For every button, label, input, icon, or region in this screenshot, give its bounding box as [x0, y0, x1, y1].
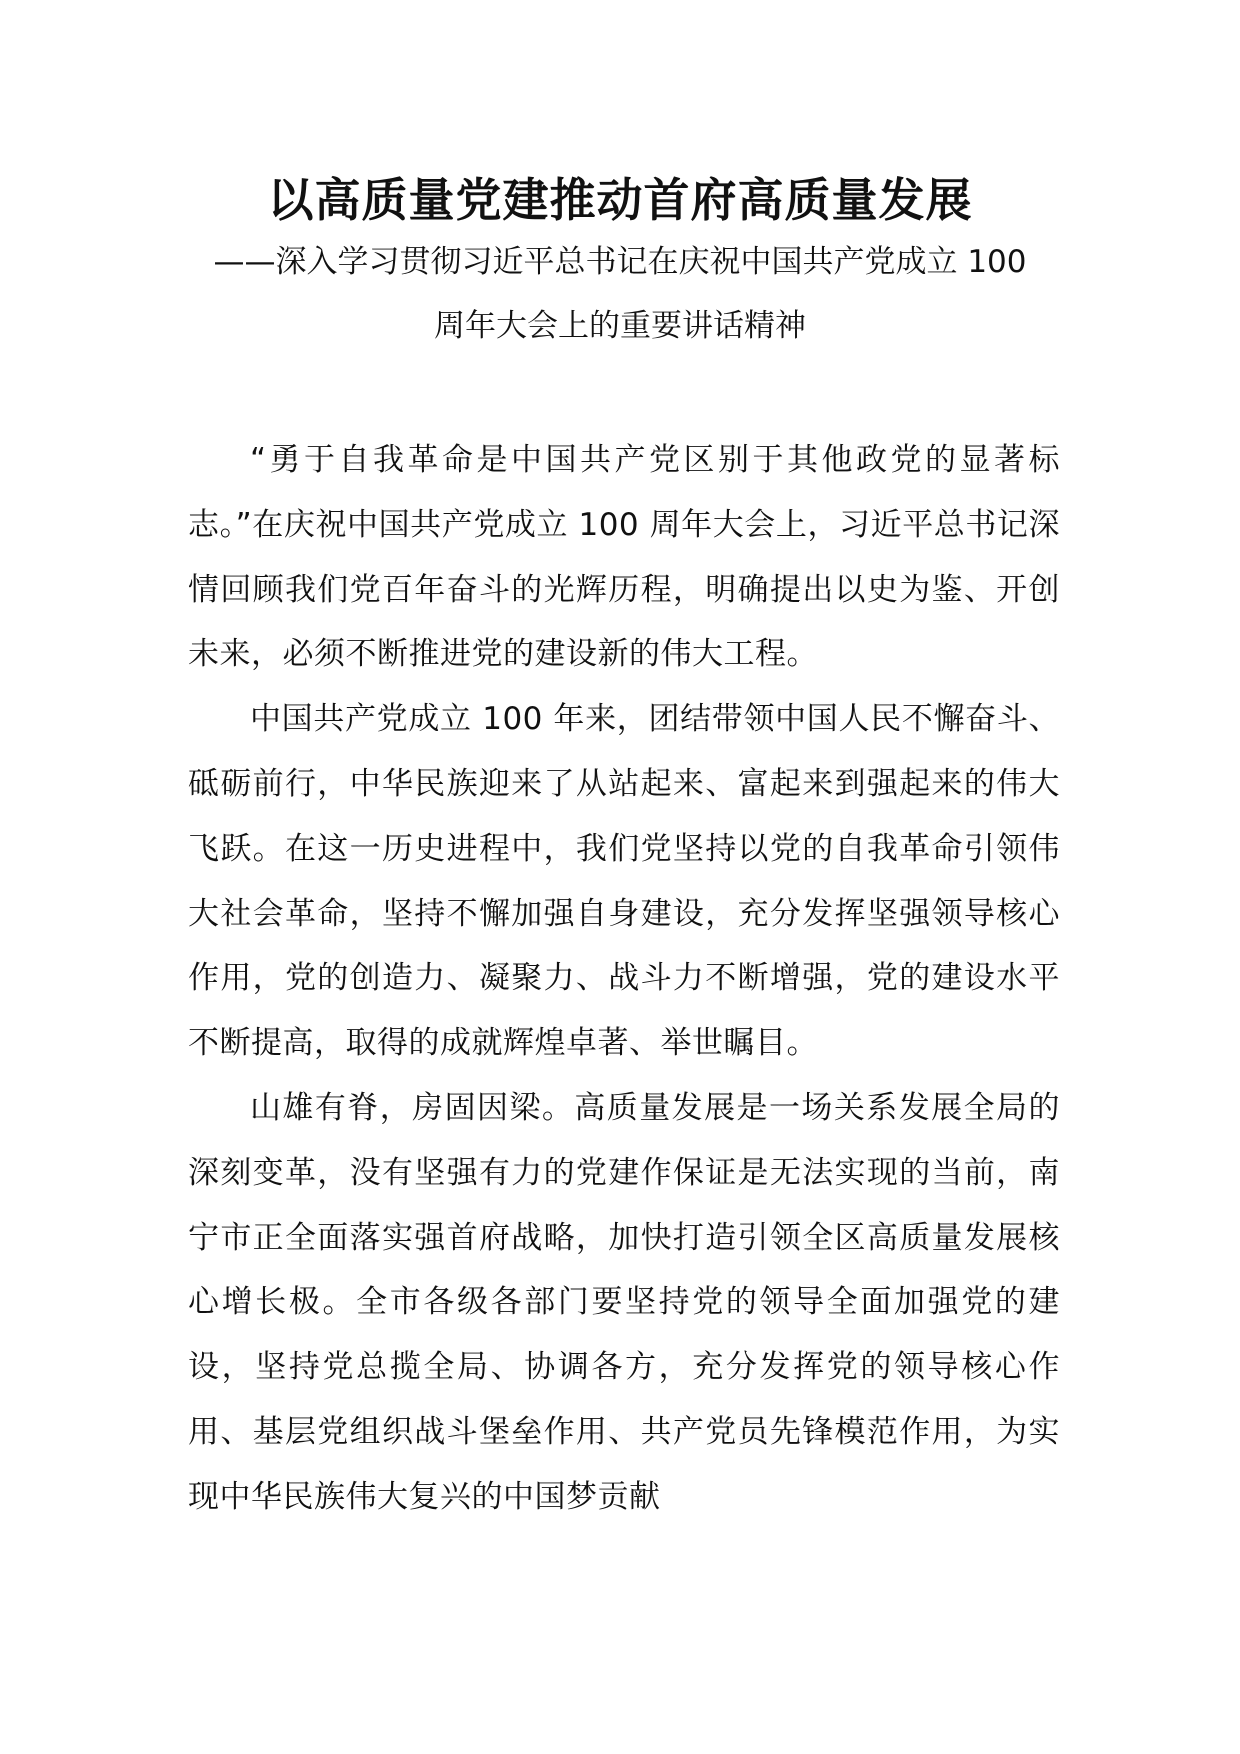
body-paragraph-1: “勇于自我革命是中国共产党区别于其他政党的显著标志。”在庆祝中国共产党成立 100 周年大会上，习近平总书记深情回顾我们党百年奋斗的光辉历程，明确提出以史为鉴、开创未来，必须不断推进党的建设新的伟大工程。 — [188, 442, 1060, 673]
document-body — [188, 428, 1060, 1530]
document-subtitle-line-1: ——深入学习贯彻习近平总书记在庆祝中国共产党成立 100 — [213, 244, 1027, 280]
document-title: 以高质量党建推动首府高质量发展 — [267, 173, 973, 227]
document-subtitle-line-2: 周年大会上的重要讲话精神 — [434, 308, 806, 344]
body-paragraph-3: 山雄有脊，房固因梁。高质量发展是一场关系发展全局的深刻变革，没有坚强有力的党建作保证是无法实现的当前，南宁市正全面落实强首府战略，加快打造引领全区高质量发展核心增长极。全市各级各部门要坚持党的领导全面加强党的建设，坚持党总揽全局、协调各方，充分发挥党的领导核心作用、基层党组织战斗堡垒作用、共产党员先锋模范作用，为实现中华民族伟大复兴的中国梦贡献 — [188, 1089, 1060, 1515]
body-paragraph-2: 中国共产党成立 100 年来，团结带领中国人民不懈奋斗、砥砺前行，中华民族迎来了从站起来、富起来到强起来的伟大飞跃。在这一历史进程中，我们党坚持以党的自我革命引领伟大社会革命，坚持不懈加强自身建设，充分发挥坚强领导核心作用，党的创造力、凝聚力、战斗力不断增强，党的建设水平不断提高，取得的成就辉煌卓著、举世瞩目。 — [188, 701, 1060, 1062]
